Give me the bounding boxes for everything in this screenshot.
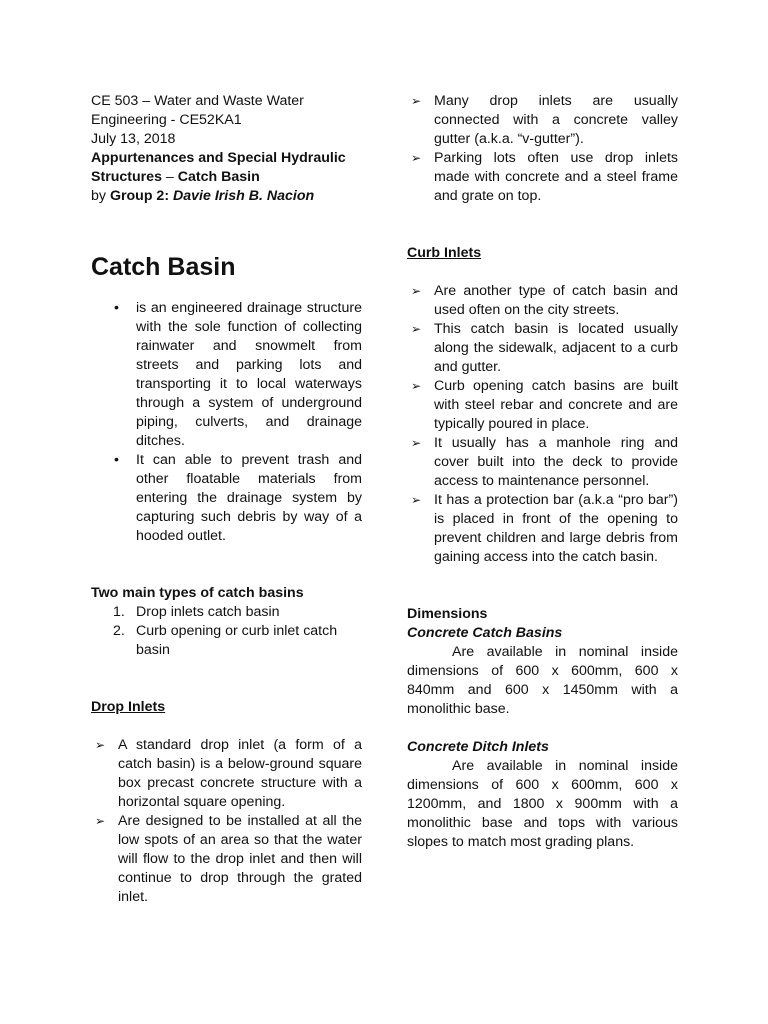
- group-label: Group 2:: [109, 188, 170, 204]
- curb-inlets-item: ➢ Curb opening catch basins are built with steel rebar and concrete and are typically poured in place.: [407, 377, 678, 434]
- concrete-catch-basins-heading: Concrete Catch Basins: [407, 625, 563, 641]
- types-item-number: 2.: [113, 623, 125, 639]
- definition-item: • It can able to prevent trash and other floatable materials from entering the drainage system by capturing such debris by way of a hooded outlet.: [91, 451, 362, 546]
- drop-inlets-item: ➢ Are designed to be installed at all the low spots of an area so that the water will flow to the drop inlet and then will continue to drop through the grated inlet.: [91, 812, 362, 907]
- drop-inlets-heading: Drop Inlets: [91, 699, 166, 715]
- types-item: [91, 622, 362, 660]
- curb-inlets-item: ➢ It usually has a manhole ring and cover built into the deck to provide access to maintenance personnel.: [407, 434, 678, 491]
- right-column: [407, 92, 678, 852]
- subject-dash: –: [161, 169, 178, 185]
- concrete-catch-basins-text: Are available in nominal inside dimensions of 600 x 600mm, 600 x 840mm and 600 x 1450mm with a monolithic base.: [407, 644, 678, 717]
- curb-inlets-list: [407, 282, 678, 567]
- left-column: [91, 92, 362, 907]
- curb-inlets-item: ➢ This catch basin is located usually along the sidewalk, adjacent to a curb and gutter.: [407, 320, 678, 377]
- types-item-text: Drop inlets catch basin: [136, 604, 280, 620]
- drop-inlets-item: ➢ A standard drop inlet (a form of a catch basin) is a below-ground square box precast concrete structure with a horizontal square opening.: [91, 736, 362, 812]
- subject-topic: Catch Basin: [177, 169, 260, 185]
- types-item-number: 1.: [113, 604, 125, 620]
- definition-item: • is an engineered drainage structure with the sole function of collecting rainwater and snowmelt from streets and parking lots and transporting it to local waterways through a system of underground piping, culverts, and drainage ditches.: [91, 299, 362, 451]
- document-subject: [91, 149, 362, 187]
- course-line-1: CE 503 – Water and Waste Water: [91, 93, 304, 109]
- group-names: Davie Irish B. Nacion: [173, 188, 315, 204]
- types-item-text: Curb opening or curb inlet catch basin: [136, 623, 338, 658]
- drop-inlets-list: [91, 736, 362, 907]
- dimensions-heading: Dimensions: [407, 606, 488, 622]
- byline-prefix: by: [91, 188, 110, 204]
- drop-inlets-list-continued: [407, 92, 678, 206]
- definition-list: [91, 299, 362, 546]
- curb-inlets-item: ➢ Are another type of catch basin and used often on the city streets.: [407, 282, 678, 320]
- drop-inlets-item: ➢ Parking lots often use drop inlets made with concrete and a steel frame and grate on top.: [407, 149, 678, 206]
- document-date: July 13, 2018: [91, 131, 176, 147]
- types-item: [91, 603, 362, 622]
- curb-inlets-heading: Curb Inlets: [407, 245, 482, 261]
- curb-inlets-item: ➢ It has a protection bar (a.k.a “pro bar”) is placed in front of the opening to prevent children and large debris from gaining access into the catch basin.: [407, 491, 678, 567]
- document-header: [91, 92, 362, 206]
- concrete-ditch-inlets-text: Are available in nominal inside dimensions of 600 x 600mm, 600 x 1200mm, and 1800 x 900mm with a monolithic base and tops with various slopes to match most grading plans.: [407, 758, 678, 850]
- types-list: [91, 603, 362, 660]
- byline: [91, 187, 362, 206]
- drop-inlets-item: ➢ Many drop inlets are usually connected with a concrete valley gutter (a.k.a. “v-gutter”).: [407, 92, 678, 149]
- page-title: Catch Basin: [91, 253, 236, 281]
- types-heading: Two main types of catch basins: [91, 585, 304, 601]
- subject-main: Appurtenances and Special Hydraulic Structures: [91, 150, 346, 185]
- concrete-ditch-inlets-heading: Concrete Ditch Inlets: [407, 739, 549, 755]
- course-line-2: Engineering - CE52KA1: [91, 112, 242, 128]
